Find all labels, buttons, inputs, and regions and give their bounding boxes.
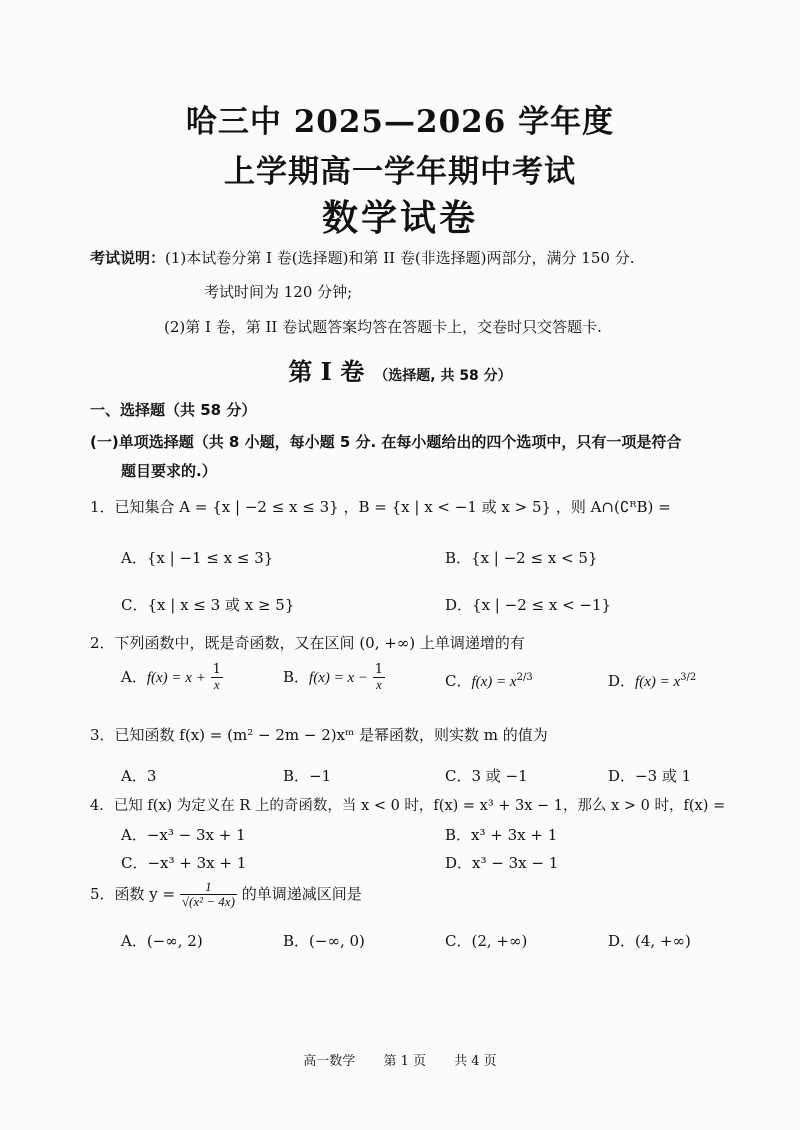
question-2-stem: 2．下列函数中，既是奇函数，又在区间 (0, +∞) 上单调递增的有 <box>90 634 525 652</box>
question-4-option-c: C．−x³ + 3x + 1 <box>121 854 247 872</box>
question-2-option-d-exponent: 3/2 <box>680 672 697 683</box>
question-2-option-c <box>445 670 533 691</box>
question-2-option-a-letter: A． <box>121 667 147 686</box>
question-2-option-a-expr: f(x) = x + <box>146 669 206 686</box>
fraction-numerator: 1 <box>212 662 221 677</box>
question-2-option-b-expr: f(x) = x − <box>309 669 368 686</box>
question-2-option-b-letter: B． <box>283 667 310 686</box>
question-2-option-b <box>283 663 385 693</box>
question-1-option-a: A．{x | −1 ≤ x ≤ 3} <box>121 549 274 567</box>
page-footer <box>0 1050 800 1069</box>
question-5-stem <box>90 880 362 910</box>
question-4-option-b: B．x³ + 3x + 1 <box>445 826 558 844</box>
question-2-option-c-exponent: 2/3 <box>516 672 533 683</box>
question-5-option-d: D．(4, +∞) <box>608 932 691 950</box>
footer-subject: 高一数学 <box>303 1054 356 1069</box>
fraction-numerator: 1 <box>180 880 237 895</box>
fraction <box>373 663 385 693</box>
exam-title-line2: 上学期高一学年期中考试 <box>224 154 576 190</box>
subsection-heading-line2: 题目要求的.） <box>121 462 217 480</box>
question-5-option-a: A．(−∞, 2) <box>121 932 203 950</box>
fraction-denominator: x <box>376 677 382 693</box>
subsection-heading-line1: (一)单项选择题（共 8 小题，每小题 5 分. 在每小题给出的四个选项中，只有一项是符合 <box>90 433 682 451</box>
question-1-option-c: C．{x | x ≤ 3 或 x ≥ 5} <box>121 596 295 614</box>
question-4-stem: 4．已知 f(x) 为定义在 R 上的奇函数，当 x < 0 时，f(x) = x³ + 3x − 1，那么 x > 0 时，f(x) = <box>90 798 726 814</box>
question-5-stem-post: 的单调递减区间是 <box>241 884 362 903</box>
section-heading: 一、选择题（共 58 分） <box>90 401 257 419</box>
question-3-stem: 3．已知函数 f(x) = (m² − 2m − 2)xᵐ 是幂函数，则实数 m 的值为 <box>90 726 548 744</box>
footer-total-pages: 共 4 页 <box>454 1054 497 1069</box>
footer-page-number: 第 1 页 <box>383 1054 426 1069</box>
question-5-stem-pre: 5．函数 y = <box>90 884 176 903</box>
fraction-denominator: x <box>213 677 220 693</box>
exam-title-line1: 哈三中 2025—2026 学年度 <box>185 104 615 140</box>
question-4-option-d: D．x³ − 3x − 1 <box>445 854 559 872</box>
exam-notes-2: (2)第 I 卷，第 II 卷试题答案均答在答题卡上，交卷时只交答题卡. <box>164 318 602 336</box>
question-2-option-d-expr: f(x) = x <box>635 674 681 690</box>
question-1-stem: 1．已知集合 A = {x | −2 ≤ x ≤ 3} ，B = {x | x < −1 或 x > 5} ，则 A∩(∁ᴿB) = <box>90 498 671 516</box>
notes-text-1: (1)本试卷分第 I 卷(选择题)和第 II 卷(非选择题)两部分，满分 150 分. <box>165 249 635 267</box>
exam-notes-1 <box>90 247 634 268</box>
question-2-option-c-expr: f(x) = x <box>471 674 517 690</box>
fraction <box>180 880 237 910</box>
question-2-option-c-letter: C． <box>445 672 472 690</box>
question-1-option-b: B．{x | −2 ≤ x < 5} <box>445 549 598 567</box>
question-3-option-b: B．−1 <box>283 767 332 785</box>
question-2-option-a <box>121 663 223 693</box>
fraction-numerator: 1 <box>374 662 384 677</box>
question-5-option-b: B．(−∞, 0) <box>283 932 365 950</box>
volume-subtitle: （选择题, 共 58 分） <box>374 368 512 384</box>
question-4-option-a: A．−x³ − 3x + 1 <box>121 826 246 844</box>
fraction-denominator: √(x² − 4x) <box>181 894 235 910</box>
exam-notes-1b: 考试时间为 120 分钟; <box>204 283 353 301</box>
volume-heading <box>0 352 800 387</box>
notes-label: 考试说明： <box>90 249 166 267</box>
volume-title: 第 I 卷 <box>288 357 365 386</box>
question-1-option-d: D．{x | −2 ≤ x < −1} <box>445 596 612 614</box>
question-2-option-d-letter: D． <box>608 672 636 690</box>
exam-subject-title: 数学试卷 <box>321 197 478 239</box>
question-2-option-d <box>608 670 696 691</box>
question-3-option-c: C．3 或 −1 <box>445 767 528 785</box>
question-5-option-c: C．(2, +∞) <box>445 932 528 950</box>
question-3-option-d: D．−3 或 1 <box>608 767 692 785</box>
fraction <box>211 663 223 693</box>
question-3-option-a: A．3 <box>121 767 157 785</box>
